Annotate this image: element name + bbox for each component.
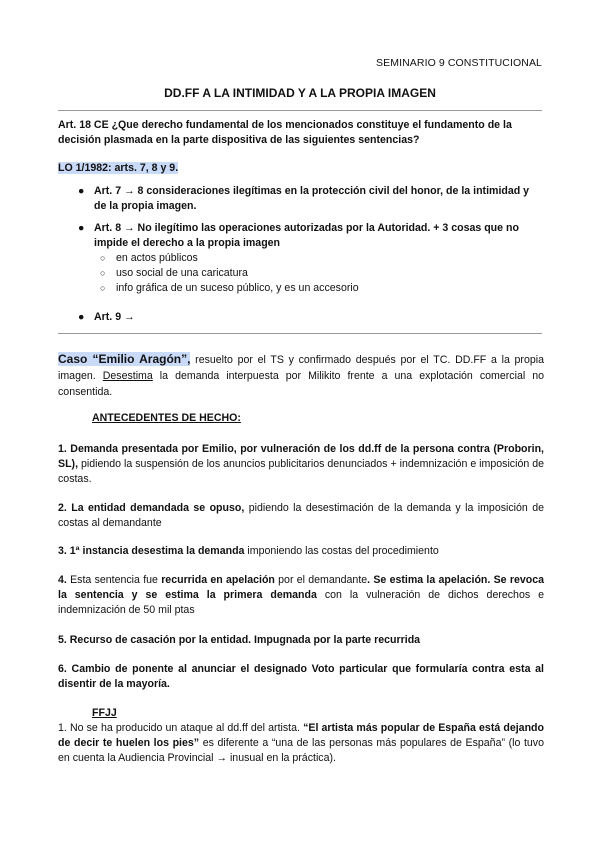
antecedente-4 bbox=[58, 573, 544, 618]
caso-name: Caso “Emilio Aragón”, bbox=[58, 352, 191, 366]
caso-text: resuelto por el TS y confirmado después por el TC. DD.FF a la propia imagen. bbox=[58, 354, 544, 382]
antecedente-4-text-a: Esta sentencia fue bbox=[66, 574, 162, 586]
sub-list-item bbox=[78, 281, 544, 296]
list-item bbox=[78, 310, 544, 325]
lo-heading-text: LO 1/1982: arts. 7, 8 y 9. bbox=[58, 162, 179, 174]
bullet-text: Art. 9 → bbox=[94, 311, 135, 323]
ffjj-text-a: 1. No se ha producido un ataque al dd.ff del artista. bbox=[58, 722, 304, 734]
antecedente-4-bold-a: recurrida en apelación bbox=[161, 574, 275, 586]
bullet-icon: ● bbox=[78, 222, 85, 234]
sub-bullet-text: info gráfica de un suceso público, y es un accesorio bbox=[116, 282, 359, 294]
antecedentes-heading: ANTECEDENTES DE HECHO: bbox=[92, 412, 241, 424]
list-item bbox=[78, 221, 544, 251]
antecedente-2 bbox=[58, 501, 544, 531]
lo-bullet-list bbox=[78, 184, 544, 325]
antecedente-1-text: pidiendo la suspensión de los anuncios publicitarios denunciados + indemnización e imposición de costas. bbox=[58, 458, 544, 485]
circle-bullet-icon: ○ bbox=[100, 253, 106, 263]
bullet-text: Art. 7 → 8 consideraciones ilegítimas en la protección civil del honor, de la intimidad y de la propia imagen. bbox=[94, 185, 530, 212]
ffjj-paragraph bbox=[58, 721, 544, 766]
caso-text-2: la demanda interpuesta por Milikito frente a una explotación comercial no consentida. bbox=[58, 370, 544, 398]
ffjj-heading: FFJJ bbox=[92, 707, 117, 719]
caso-desestima: Desestima bbox=[102, 370, 153, 382]
antecedente-6: 6. Cambio de ponente al anunciar el designado Voto particular que formularía contra esta al disentir de la mayoría. bbox=[58, 663, 544, 690]
sub-list-item bbox=[78, 266, 544, 281]
antecedente-1 bbox=[58, 442, 544, 487]
lo-heading bbox=[58, 161, 544, 176]
antecedente-4-text-c: con la vulneración de dichos derechos e indemnización de 50 mil ptas bbox=[58, 589, 544, 616]
bullet-icon: ● bbox=[78, 311, 85, 323]
circle-bullet-icon: ○ bbox=[100, 283, 106, 293]
circle-bullet-icon: ○ bbox=[100, 268, 106, 278]
question-text: Art. 18 CE ¿Que derecho fundamental de los mencionados constituye el fundamento de la decisión plasmada en la parte dispositiva de las siguientes sentencias? bbox=[58, 119, 512, 146]
antecedente-1-bold: 1. Demanda presentada por Emilio, por vulneración de los dd.ff de la persona contra (Proborin, SL), bbox=[58, 443, 544, 470]
page-title: DD.FF A LA INTIMIDAD Y A LA PROPIA IMAGEN bbox=[164, 86, 436, 100]
sub-list-item bbox=[78, 251, 544, 266]
sub-bullet-text: uso social de una caricatura bbox=[116, 267, 248, 279]
bullet-text: Art. 8 → No ilegítimo las operaciones autorizadas por la Autoridad. + 3 cosas que no impide el derecho a la propia imagen bbox=[94, 222, 519, 249]
antecedente-2-bold: 2. La entidad demandada se opuso, bbox=[58, 502, 245, 514]
antecedente-3 bbox=[58, 544, 544, 559]
ffjj-quote: “El artista más popular de España está dejando de decir te huelen los pies” bbox=[58, 722, 544, 749]
antecedente-4-text-b: por el demandante bbox=[274, 574, 368, 586]
seminar-label: SEMINARIO 9 CONSTITUCIONAL bbox=[376, 57, 542, 69]
divider bbox=[58, 110, 542, 111]
caso-paragraph bbox=[58, 351, 544, 400]
antecedente-4-bold-b: . Se estima la apelación. Se revoca la sentencia y se estima la primera demanda bbox=[58, 574, 544, 601]
antecedente-3-text: imponiendo las costas del procedimiento bbox=[244, 545, 439, 557]
bullet-icon: ● bbox=[78, 185, 85, 197]
antecedente-3-bold: 3. 1ª instancia desestima la demanda bbox=[58, 545, 245, 557]
divider bbox=[58, 333, 542, 334]
sub-bullet-text: en actos públicos bbox=[116, 252, 198, 264]
antecedente-5: 5. Recurso de casación por la entidad. Impugnada por la parte recurrida bbox=[58, 634, 421, 646]
antecedente-4-number: 4. bbox=[58, 574, 67, 586]
ffjj-text-b: es diferente a “una de las personas más populares de España” (lo tuvo en cuenta la Audiencia Provincial → inusual en la práctica). bbox=[58, 737, 544, 764]
antecedente-2-text: pidiendo la desestimación de la demanda y la imposición de costas al demandante bbox=[58, 502, 544, 529]
list-item bbox=[78, 184, 544, 214]
